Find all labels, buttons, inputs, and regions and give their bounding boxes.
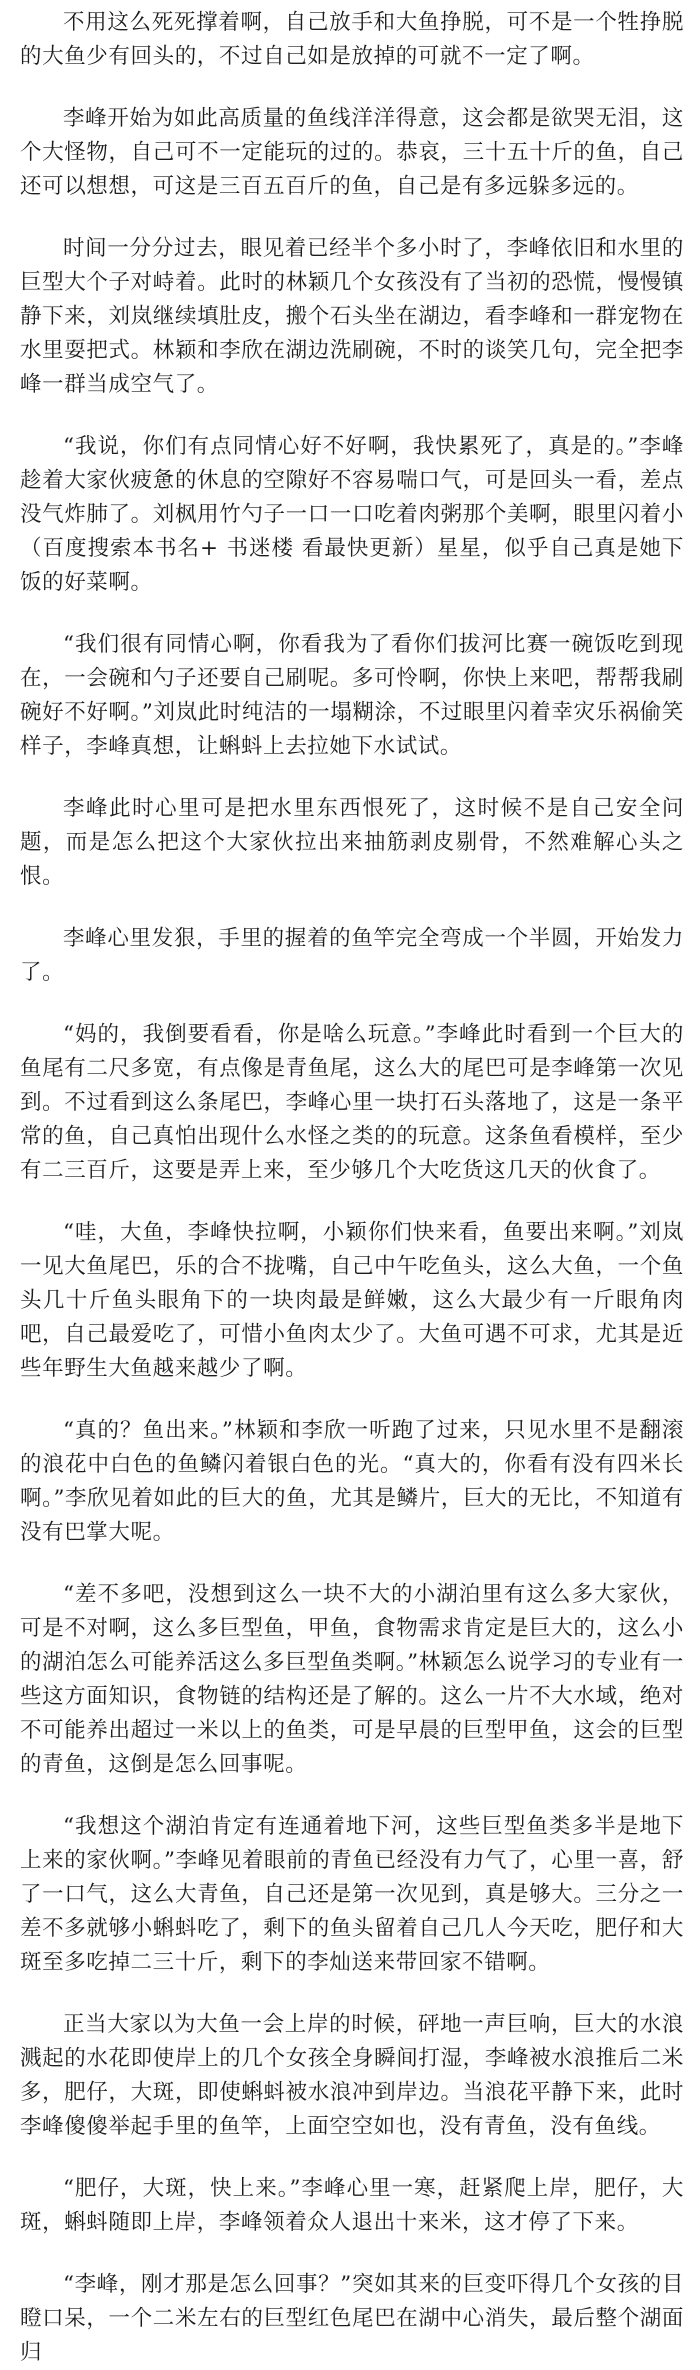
paragraph-4: “我说，你们有点同情心好不好啊，我快累死了，真是的。”李峰趁着大家伙疲惫的休息的空隙好不容易喘口气，可是回头一看，差点没气炸肺了。刘枫用竹勺子一口一口吃着肉粥那个美啊，眼里闪着小（百度搜索本书名+ 书迷楼 看最快更新）星星，似乎自己真是她下饭的好菜啊。 xyxy=(20,434,684,595)
paragraph-13: 正当大家以为大鱼一会上岸的时候，砰地一声巨响，巨大的水浪溅起的水花即使岸上的几个女孩全身瞬间打湿，李峰被水浪推后二米多，肥仔，大斑，即使蝌蚪被水浪冲到岸边。当浪花平静下来，此时李峰傻傻举起手里的鱼竿，上面空空如也，没有青鱼，没有鱼线。 xyxy=(20,2012,684,2139)
paragraph-15: “李峰，刚才那是怎么回事？”突如其来的巨变吓得几个女孩的目瞪口呆，一个二米左右的巨型红色尾巴在湖中心消失，最后整个湖面归 xyxy=(20,2272,684,2365)
paragraph-1: 不用这么死死撑着啊，自己放手和大鱼挣脱，可不是一个牲挣脱的大鱼少有回头的，不过自己如是放掉的可就不一定了啊。 xyxy=(20,10,684,69)
paragraph-6: 李峰此时心里可是把水里东西恨死了，这时候不是自己安全问题，而是怎么把这个大家伙拉出来抽筋剥皮剔骨，不然难解心头之恨。 xyxy=(20,796,684,889)
paragraph-2: 李峰开始为如此高质量的鱼线洋洋得意，这会都是欲哭无泪，这个大怪物，自己可不一定能玩的过的。恭哀，三十五十斤的鱼，自己还可以想想，可这是三百五百斤的鱼，自己是有多远躲多远的。 xyxy=(20,106,684,199)
paragraph-5: “我们很有同情心啊，你看我为了看你们拔河比赛一碗饭吃到现在，一会碗和勺子还要自己刷呢。多可怜啊，你快上来吧，帮帮我刷碗好不好啊。”刘岚此时纯洁的一塌糊涂，不过眼里闪着幸灾乐祸偷笑样子，李峰真想，让蝌蚪上去拉她下水试试。 xyxy=(20,632,684,759)
paragraph-10: “真的？鱼出来。”林颖和李欣一听跑了过来，只见水里不是翻滚的浪花中白色的鱼鳞闪着银白色的光。“真大的，你看有没有四米长啊。”李欣见着如此的巨大的鱼，尤其是鳞片，巨大的无比，不知道有没有巴掌大呢。 xyxy=(20,1418,684,1545)
paragraph-14: “肥仔，大斑，快上来。”李峰心里一寒，赶紧爬上岸，肥仔，大斑，蝌蚪随即上岸，李峰领着众人退出十来米，这才停了下来。 xyxy=(20,2176,684,2235)
paragraph-11: “差不多吧，没想到这么一块不大的小湖泊里有这么多大家伙，可是不对啊，这么多巨型鱼，甲鱼，食物需求肯定是巨大的，这么小的湖泊怎么可能养活这么多巨型鱼类啊。”林颖怎么说学习的专业有一些这方面知识，食物链的结构还是了解的。这么一片不大水域，绝对不可能养出超过一米以上的鱼类，可是早晨的巨型甲鱼，这会的巨型的青鱼，这倒是怎么回事呢。 xyxy=(20,1582,684,1777)
paragraph-12: “我想这个湖泊肯定有连通着地下河，这些巨型鱼类多半是地下上来的家伙啊。”李峰见着眼前的青鱼已经没有力气了，心里一喜，舒了一口气，这么大青鱼，自己还是第一次见到，真是够大。三分之一差不多就够小蝌蚪吃了，剩下的鱼头留着自己几人今天吃，肥仔和大斑至多吃掉二三十斤，剩下的李灿送来带回家不错啊。 xyxy=(20,1814,684,1975)
paragraph-7: 李峰心里发狠，手里的握着的鱼竿完全弯成一个半圆，开始发力了。 xyxy=(20,926,684,985)
paragraph-8: “妈的，我倒要看看，你是啥么玩意。”李峰此时看到一个巨大的鱼尾有二尺多宽，有点像是青鱼尾，这么大的尾巴可是李峰第一次见到。不过看到这么条尾巴，李峰心里一块打石头落地了，这是一条平常的鱼，自己真怕出现什么水怪之类的的玩意。这条鱼看模样，至少有二三百斤，这要是弄上来，至少够几个大吃货这几天的伙食了。 xyxy=(20,1022,684,1183)
paragraph-3: 时间一分分过去，眼见着已经半个多小时了，李峰依旧和水里的巨型大个子对峙着。此时的林颖几个女孩没有了当初的恐慌，慢慢镇静下来，刘岚继续填肚皮，搬个石头坐在湖边，看李峰和一群宠物在水里耍把式。林颖和李欣在湖边洗刷碗，不时的谈笑几句，完全把李峰一群当成空气了。 xyxy=(20,236,684,397)
paragraph-9: “哇，大鱼，李峰快拉啊，小颖你们快来看，鱼要出来啊。”刘岚一见大鱼尾巴，乐的合不拢嘴，自己中午吃鱼头，这么大鱼，一个鱼头几十斤鱼头眼角下的一块肉最是鲜嫩，这么大最少有一斤眼角肉吧，自己最爱吃了，可惜小鱼肉太少了。大鱼可遇不可求，尤其是近些年野生大鱼越来越少了啊。 xyxy=(20,1220,684,1381)
